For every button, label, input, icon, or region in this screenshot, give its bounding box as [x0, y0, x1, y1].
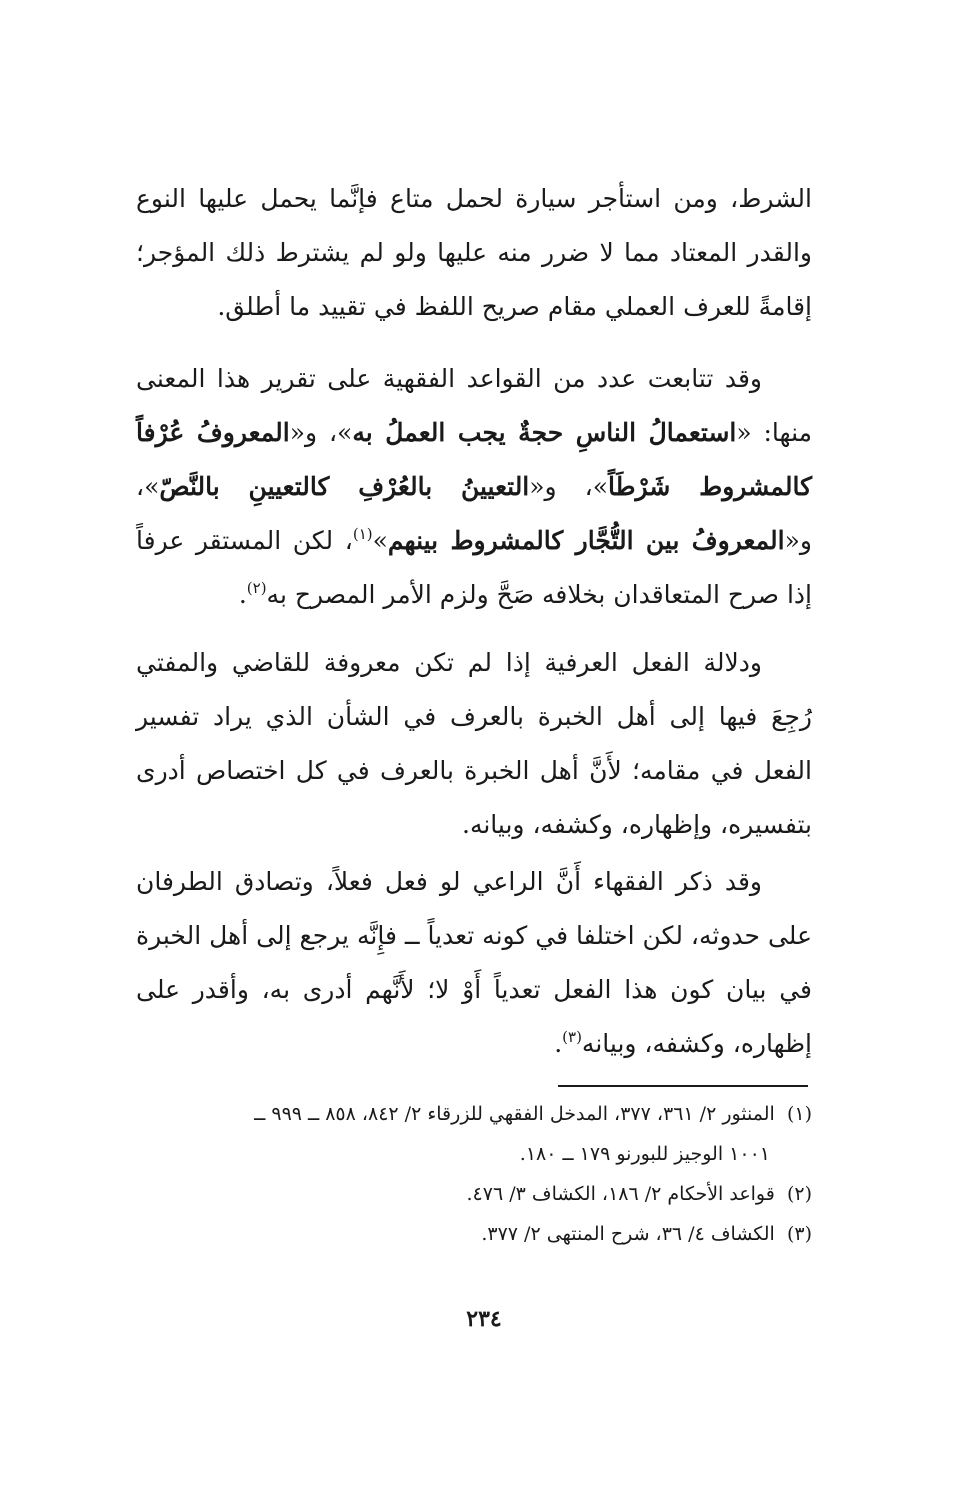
maxim-2: المعروفُ عُرْفاً كالمشروط شَرْطَاً	[136, 418, 812, 501]
paragraph-4-text	[136, 855, 812, 1071]
paragraph-1	[136, 172, 812, 334]
footnote-2-text: قواعد الأحكام ٢/ ١٨٦، الكشاف ٣/ ٤٧٦.	[466, 1183, 775, 1205]
footnote-1	[130, 1094, 812, 1134]
footnote-1-number: (١)	[786, 1103, 812, 1125]
footnote-ref-2[interactable]: (٢)	[246, 579, 267, 597]
paragraph-4-body: وقد ذكر الفقهاء أَنَّ الراعي لو فعل فعلاً، وتصادق الطرفان على حدوثه، لكن اختلفا في كونه تعدياً ــ فإِنَّه يرجع إلى أهل الخبرة في بيان كون هذا الفعل تعدياً أَوْ لا؛ لأَنَّهم أدرى به، وأقدر على إظهاره، وكشفه، وبيانه	[136, 867, 812, 1058]
page-number: ٢٣٤	[466, 1306, 502, 1332]
paragraph-3-text: ودلالة الفعل العرفية إذا لم تكن معروفة للقاضي والمفتي رُجِعَ فيها إلى أهل الخبرة بالعرف في الشأن الذي يراد تفسير الفعل في مقامه؛ لأَنَّ أهل الخبرة بالعرف في كل اختصاص أدرى بتفسيره، وإظهاره، وكشفه، وبيانه.	[136, 648, 812, 839]
separator-2: »، و«	[529, 472, 609, 501]
separator-3: »، و«	[136, 472, 812, 555]
footnote-3-text: الكشاف ٤/ ٣٦، شرح المنتهى ٢/ ٣٧٧.	[481, 1223, 775, 1245]
paragraph-3	[136, 636, 812, 852]
maxim-3: التعيينُ بالعُرْفِ كالتعيينِ بالنَّصّ	[159, 472, 530, 501]
paragraph-2-continuation: ، لكن المستقر عرفاً إذا صرح المتعاقدان بخلافه صَحَّ ولزم الأمر المصرح به	[136, 526, 812, 609]
footnote-1-continuation: ١٠٠١ الوجيز للبورنو ١٧٩ ــ ١٨٠.	[519, 1143, 770, 1165]
separator-1: »، و«	[289, 418, 353, 447]
quote-close: »	[372, 526, 388, 555]
paragraph-2-intro: وقد تتابعت عدد من القواعد الفقهية على تقرير هذا المعنى منها: «	[136, 364, 813, 447]
paragraph-4-end: .	[554, 1029, 563, 1058]
maxim-1: استعمالُ الناسِ حجةٌ يجب العملُ به	[352, 418, 737, 447]
paragraph-2-end: .	[238, 580, 247, 609]
footnote-1-text: المنثور ٢/ ٣٦١، ٣٧٧، المدخل الفقهي للزرقاء ٢/ ٨٤٢، ٨٥٨ ــ ٩٩٩ ــ	[254, 1103, 775, 1125]
paragraph-2-text	[136, 352, 812, 622]
footnote-ref-3[interactable]: (٣)	[562, 1028, 582, 1046]
paragraph-4	[136, 855, 812, 1071]
footnote-separator	[558, 1085, 808, 1087]
footnote-2-number: (٢)	[786, 1183, 812, 1205]
paragraph-2	[136, 352, 812, 622]
footnote-ref-1[interactable]: (١)	[352, 525, 373, 543]
footnotes	[130, 1094, 812, 1254]
maxim-4: المعروفُ بين التُّجَّار كالمشروط بينهم	[387, 526, 785, 555]
footnote-2	[130, 1174, 812, 1214]
footnote-3	[130, 1214, 812, 1254]
footnote-3-number: (٣)	[786, 1223, 812, 1245]
paragraph-1-text: الشرط، ومن استأجر سيارة لحمل متاع فإنَّما يحمل عليها النوع والقدر المعتاد مما لا ضرر منه عليها ولو لم يشترط ذلك المؤجر؛ إقامةً للعرف العملي مقام صريح اللفظ في تقييد ما أطلق.	[136, 184, 812, 321]
